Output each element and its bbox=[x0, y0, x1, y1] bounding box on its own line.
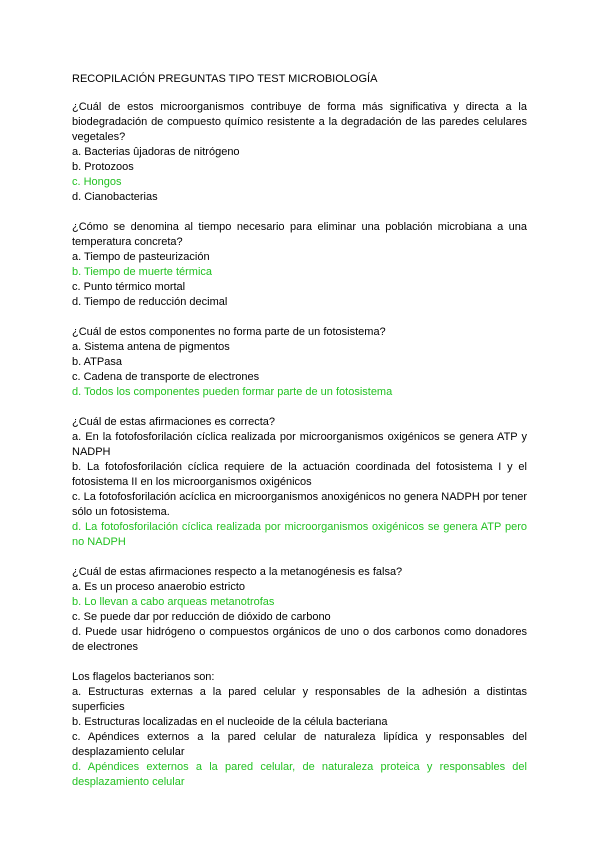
answer-option-b: b. Estructuras localizadas en el nucleoide de la célula bacteriana bbox=[72, 716, 388, 728]
answer-option-c: c. Punto térmico mortal bbox=[72, 281, 186, 293]
question-3 bbox=[72, 325, 527, 400]
question-stem: ¿Cuál de estas afirmaciones es correcta? bbox=[72, 416, 275, 428]
answer-option-b: b. La fotofosforilación cíclica requiere de la actuación coordinada del fotosistema I y el fotosistema II en los microorganismos oxigénicos bbox=[72, 461, 527, 488]
answer-option-a: a. Estructuras externas a la pared celular y responsables de la adhesión a distintas superficies bbox=[72, 686, 527, 713]
correct-answer-option-b: b. Lo llevan a cabo arqueas metanotrofas bbox=[72, 596, 275, 608]
answer-option-c: c. Cadena de transporte de electrones bbox=[72, 371, 260, 383]
question-list bbox=[72, 100, 527, 790]
question-stem: ¿Cuál de estos componentes no forma parte de un fotosistema? bbox=[72, 326, 386, 338]
answer-option-d: d. Cianobacterias bbox=[72, 191, 158, 203]
correct-answer-option-c: c. Hongos bbox=[72, 176, 122, 188]
correct-answer-option-d: d. La fotofosforilación cíclica realizada por microorganismos oxigénicos se genera ATP pero no NADPH bbox=[72, 521, 527, 548]
question-stem: ¿Cuál de estas afirmaciones respecto a la metanogénesis es falsa? bbox=[72, 566, 403, 578]
answer-option-d: d. Tiempo de reducción decimal bbox=[72, 296, 228, 308]
question-stem: ¿Cuál de estos microorganismos contribuye de forma más significativa y directa a la biodegradación de compuesto químico resistente a la degradación de las paredes celulares vegetales? bbox=[72, 101, 527, 143]
question-stem: ¿Cómo se denomina al tiempo necesario para eliminar una población microbiana a una temperatura concreta? bbox=[72, 221, 527, 248]
question-4 bbox=[72, 415, 527, 550]
correct-answer-option-d: d. Apéndices externos a la pared celular, de naturaleza proteica y responsables del desplazamiento celular bbox=[72, 761, 527, 788]
correct-answer-option-b: b. Tiempo de muerte térmica bbox=[72, 266, 213, 278]
answer-option-a: a. En la fotofosforilación cíclica realizada por microorganismos oxigénicos se genera ATP y NADPH bbox=[72, 431, 527, 458]
answer-option-a: a. Tiempo de pasteurización bbox=[72, 251, 210, 263]
answer-option-c: c. Apéndices externos a la pared celular de naturaleza lipídica y responsables del desplazamiento celular bbox=[72, 731, 527, 758]
answer-option-c: c. La fotofosforilación acíclica en microorganismos anoxigénicos no genera NADPH por tener sólo un fotosistema. bbox=[72, 491, 527, 518]
question-2 bbox=[72, 220, 527, 310]
document-title: RECOPILACIÓN PREGUNTAS TIPO TEST MICROBIOLOGÍA bbox=[72, 73, 378, 85]
answer-option-a: a. Sistema antena de pigmentos bbox=[72, 341, 230, 353]
answer-option-d: d. Puede usar hidrógeno o compuestos orgánicos de uno o dos carbonos como donadores de electrones bbox=[72, 626, 527, 653]
answer-option-c: c. Se puede dar por reducción de dióxido de carbono bbox=[72, 611, 331, 623]
question-1 bbox=[72, 100, 527, 205]
question-stem: Los flagelos bacterianos son: bbox=[72, 671, 215, 683]
answer-option-b: b. ATPasa bbox=[72, 356, 122, 368]
question-5 bbox=[72, 565, 527, 655]
answer-option-a: a. Bacterias ûjadoras de nitrógeno bbox=[72, 146, 240, 158]
answer-option-b: b. Protozoos bbox=[72, 161, 134, 173]
answer-option-a: a. Es un proceso anaerobio estricto bbox=[72, 581, 246, 593]
correct-answer-option-d: d. Todos los componentes pueden formar parte de un fotosistema bbox=[72, 386, 393, 398]
question-6 bbox=[72, 670, 527, 790]
